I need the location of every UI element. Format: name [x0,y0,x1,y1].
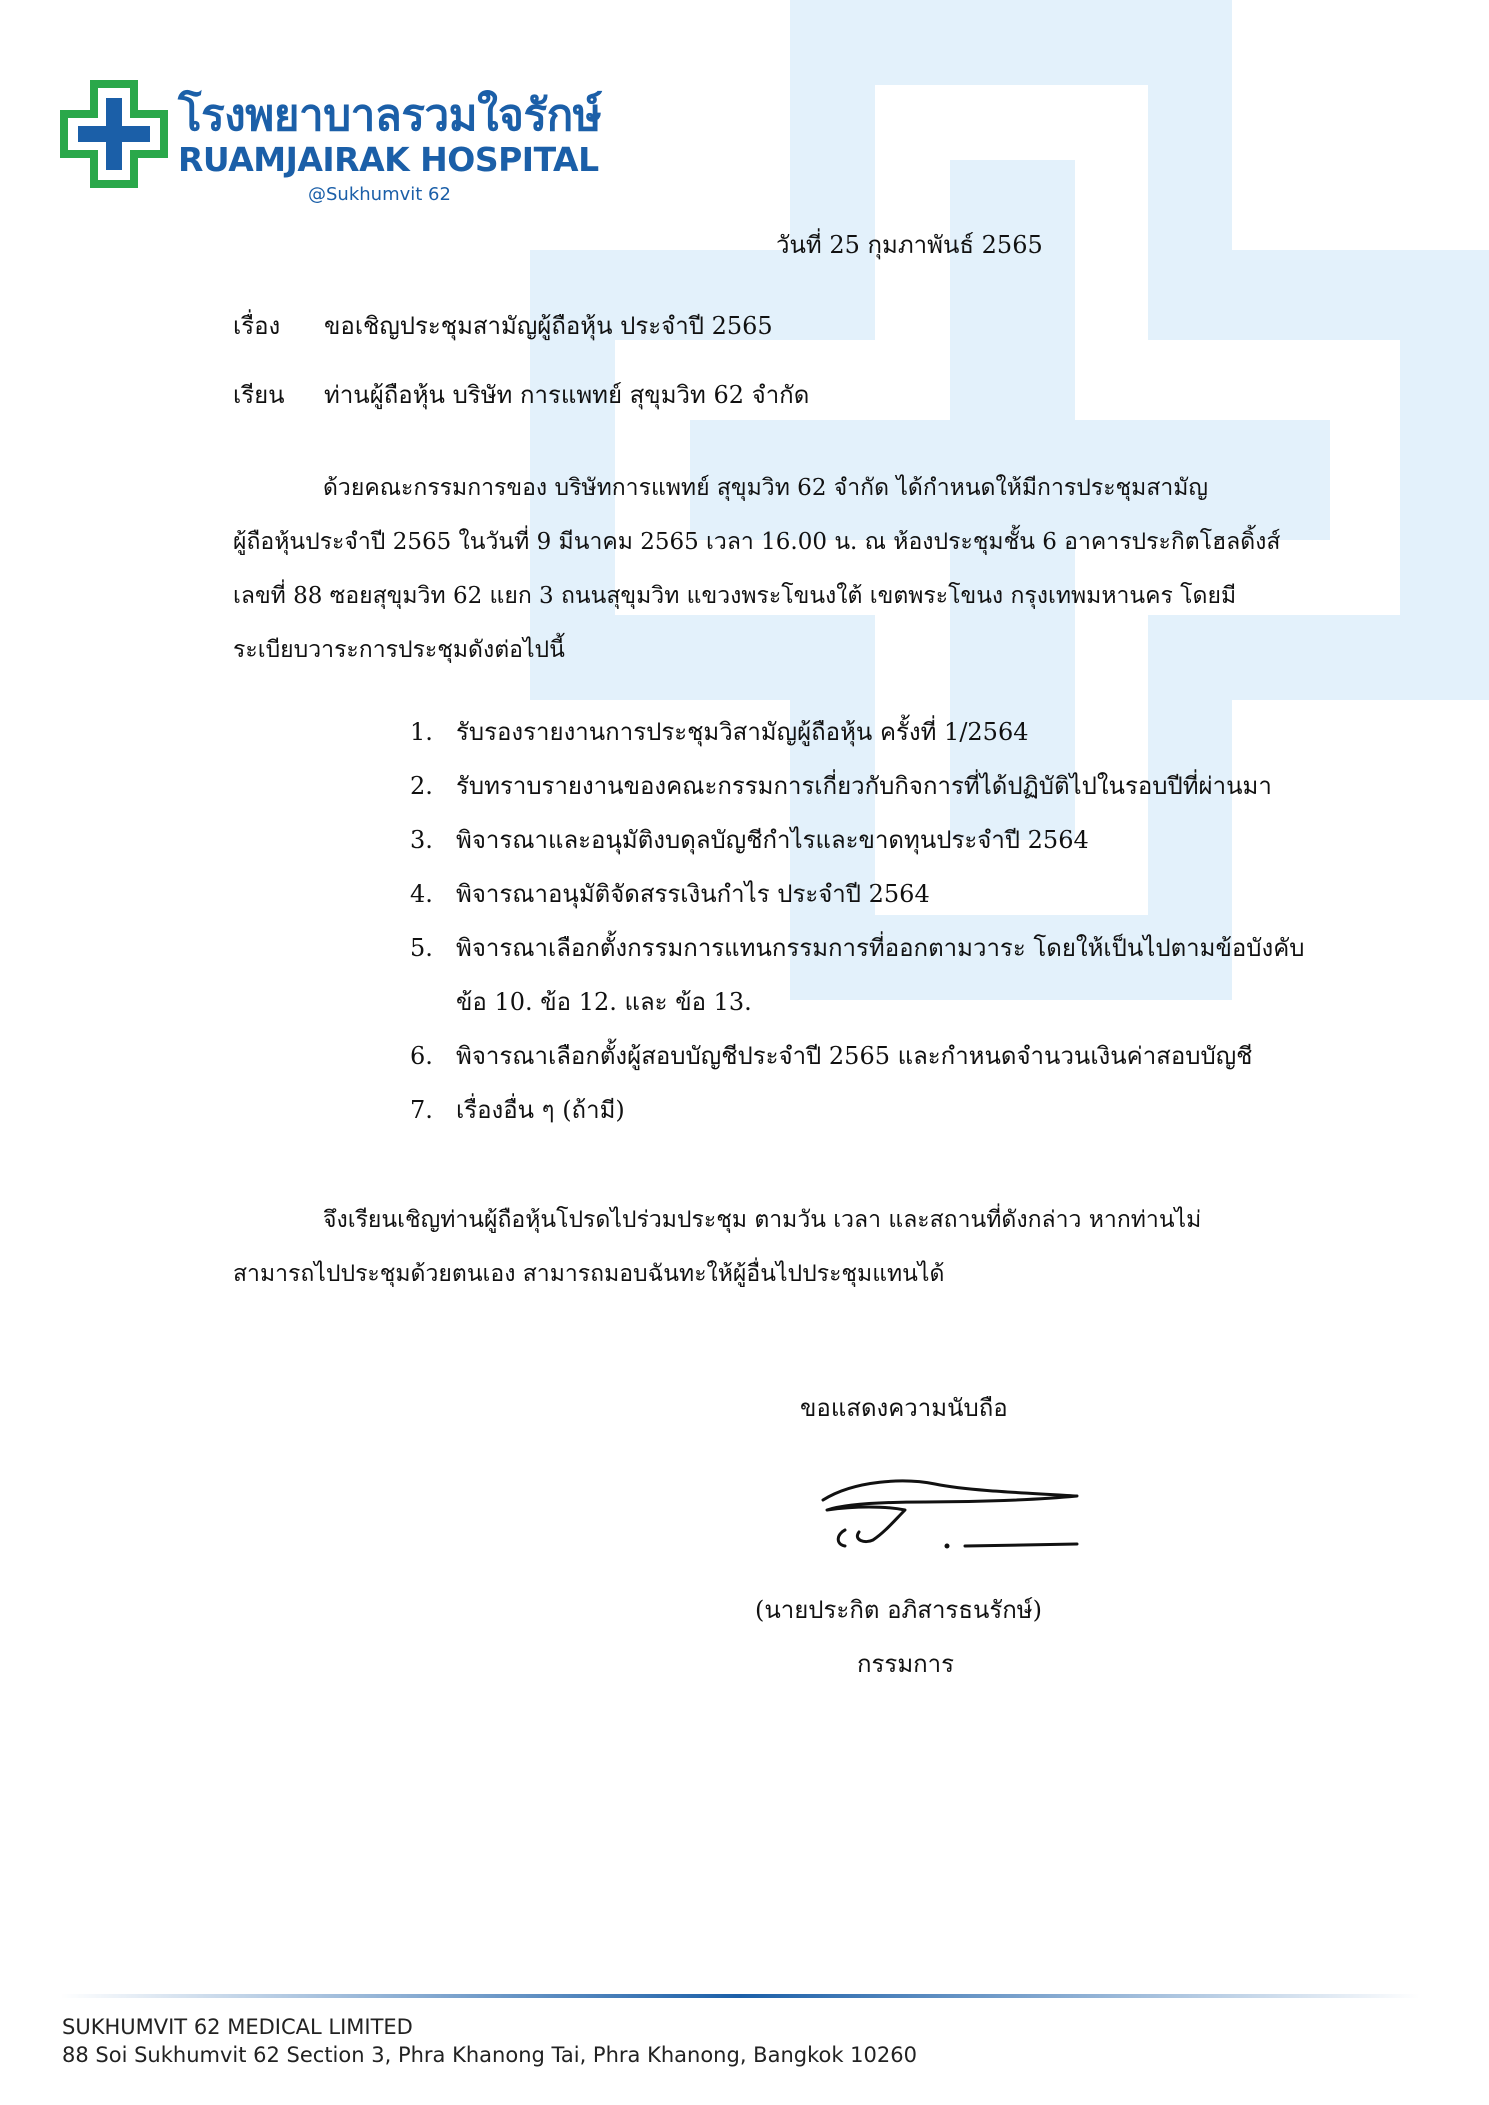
agenda-item: ข้อ 10. ข้อ 12. และ ข้อ 13. [456,988,752,1016]
agenda-item: พิจารณาเลือกตั้งผู้สอบบัญชีประจำปี 2565 และกำหนดจำนวนเงินค่าสอบบัญชี [456,1042,1253,1070]
to-label: เรียน [233,381,285,409]
intro-line: ด้วยคณะกรรมการของ บริษัทการแพทย์ สุขุมวิท 62 จำกัด ได้กำหนดให้มีการประชุมสามัญ [323,475,1209,501]
regards-text: ขอแสดงความนับถือ [800,1394,1008,1422]
letter-date: วันที่ 25 กุมภาพันธ์ 2565 [776,231,1043,259]
agenda-number: 1. [410,718,433,746]
agenda-number: 2. [410,772,433,800]
signature-image [815,1470,1095,1560]
to-text: ท่านผู้ถือหุ้น บริษัท การแพทย์ สุขุมวิท 62 จำกัด [324,381,810,409]
agenda-number: 5. [410,934,433,962]
footer-company: SUKHUMVIT 62 MEDICAL LIMITED [62,2015,413,2039]
intro-line: ระเบียบวาระการประชุมดังต่อไปนี้ [233,637,565,663]
logo-thai-text: โรงพยาบาลรวมใจรักษ์ [178,90,602,141]
signer-title: กรรมการ [857,1650,955,1678]
subject-text: ขอเชิญประชุมสามัญผู้ถือหุ้น ประจำปี 2565 [324,312,773,340]
agenda-number: 4. [410,880,433,908]
footer-divider [60,1994,1420,1998]
closing-line: สามารถไปประชุมด้วยตนเอง สามารถมอบฉันทะให้ผู้อื่นไปประชุมแทนได้ [233,1261,945,1287]
agenda-number: 7. [410,1096,433,1124]
agenda-number: 6. [410,1042,433,1070]
hospital-cross-icon [60,80,168,188]
agenda-item: เรื่องอื่น ๆ (ถ้ามี) [456,1096,625,1124]
intro-line: ผู้ถือหุ้นประจำปี 2565 ในวันที่ 9 มีนาคม 2565 เวลา 16.00 น. ณ ห้องประชุมชั้น 6 อาคารประกิตโฮลดิ้งส์ [233,529,1281,555]
agenda-item: รับทราบรายงานของคณะกรรมการเกี่ยวกับกิจการที่ได้ปฏิบัติไปในรอบปีที่ผ่านมา [456,772,1272,800]
logo-subtitle: @Sukhumvit 62 [308,184,451,205]
logo-english-text: RUAMJAIRAK HOSPITAL [178,140,599,179]
footer-address: 88 Soi Sukhumvit 62 Section 3, Phra Khanong Tai, Phra Khanong, Bangkok 10260 [62,2043,917,2067]
agenda-item: พิจารณาเลือกตั้งกรรมการแทนกรรมการที่ออกตามวาระ โดยให้เป็นไปตามข้อบังคับ [456,934,1305,962]
agenda-item: พิจารณาและอนุมัติงบดุลบัญชีกำไรและขาดทุนประจำปี 2564 [456,826,1089,854]
intro-line: เลขที่ 88 ซอยสุขุมวิท 62 แยก 3 ถนนสุขุมวิท แขวงพระโขนงใต้ เขตพระโขนง กรุงเทพมหานคร โดยมี [233,583,1237,609]
closing-line: จึงเรียนเชิญท่านผู้ถือหุ้นโปรดไปร่วมประชุม ตามวัน เวลา และสถานที่ดังกล่าว หากท่านไม่ [323,1207,1202,1233]
subject-label: เรื่อง [233,312,281,340]
agenda-item: รับรองรายงานการประชุมวิสามัญผู้ถือหุ้น ครั้งที่ 1/2564 [456,718,1029,746]
agenda-number: 3. [410,826,433,854]
agenda-item: พิจารณาอนุมัติจัดสรรเงินกำไร ประจำปี 2564 [456,880,930,908]
signer-name: (นายประกิต อภิสารธนรักษ์) [755,1596,1042,1624]
hospital-logo [60,78,620,208]
